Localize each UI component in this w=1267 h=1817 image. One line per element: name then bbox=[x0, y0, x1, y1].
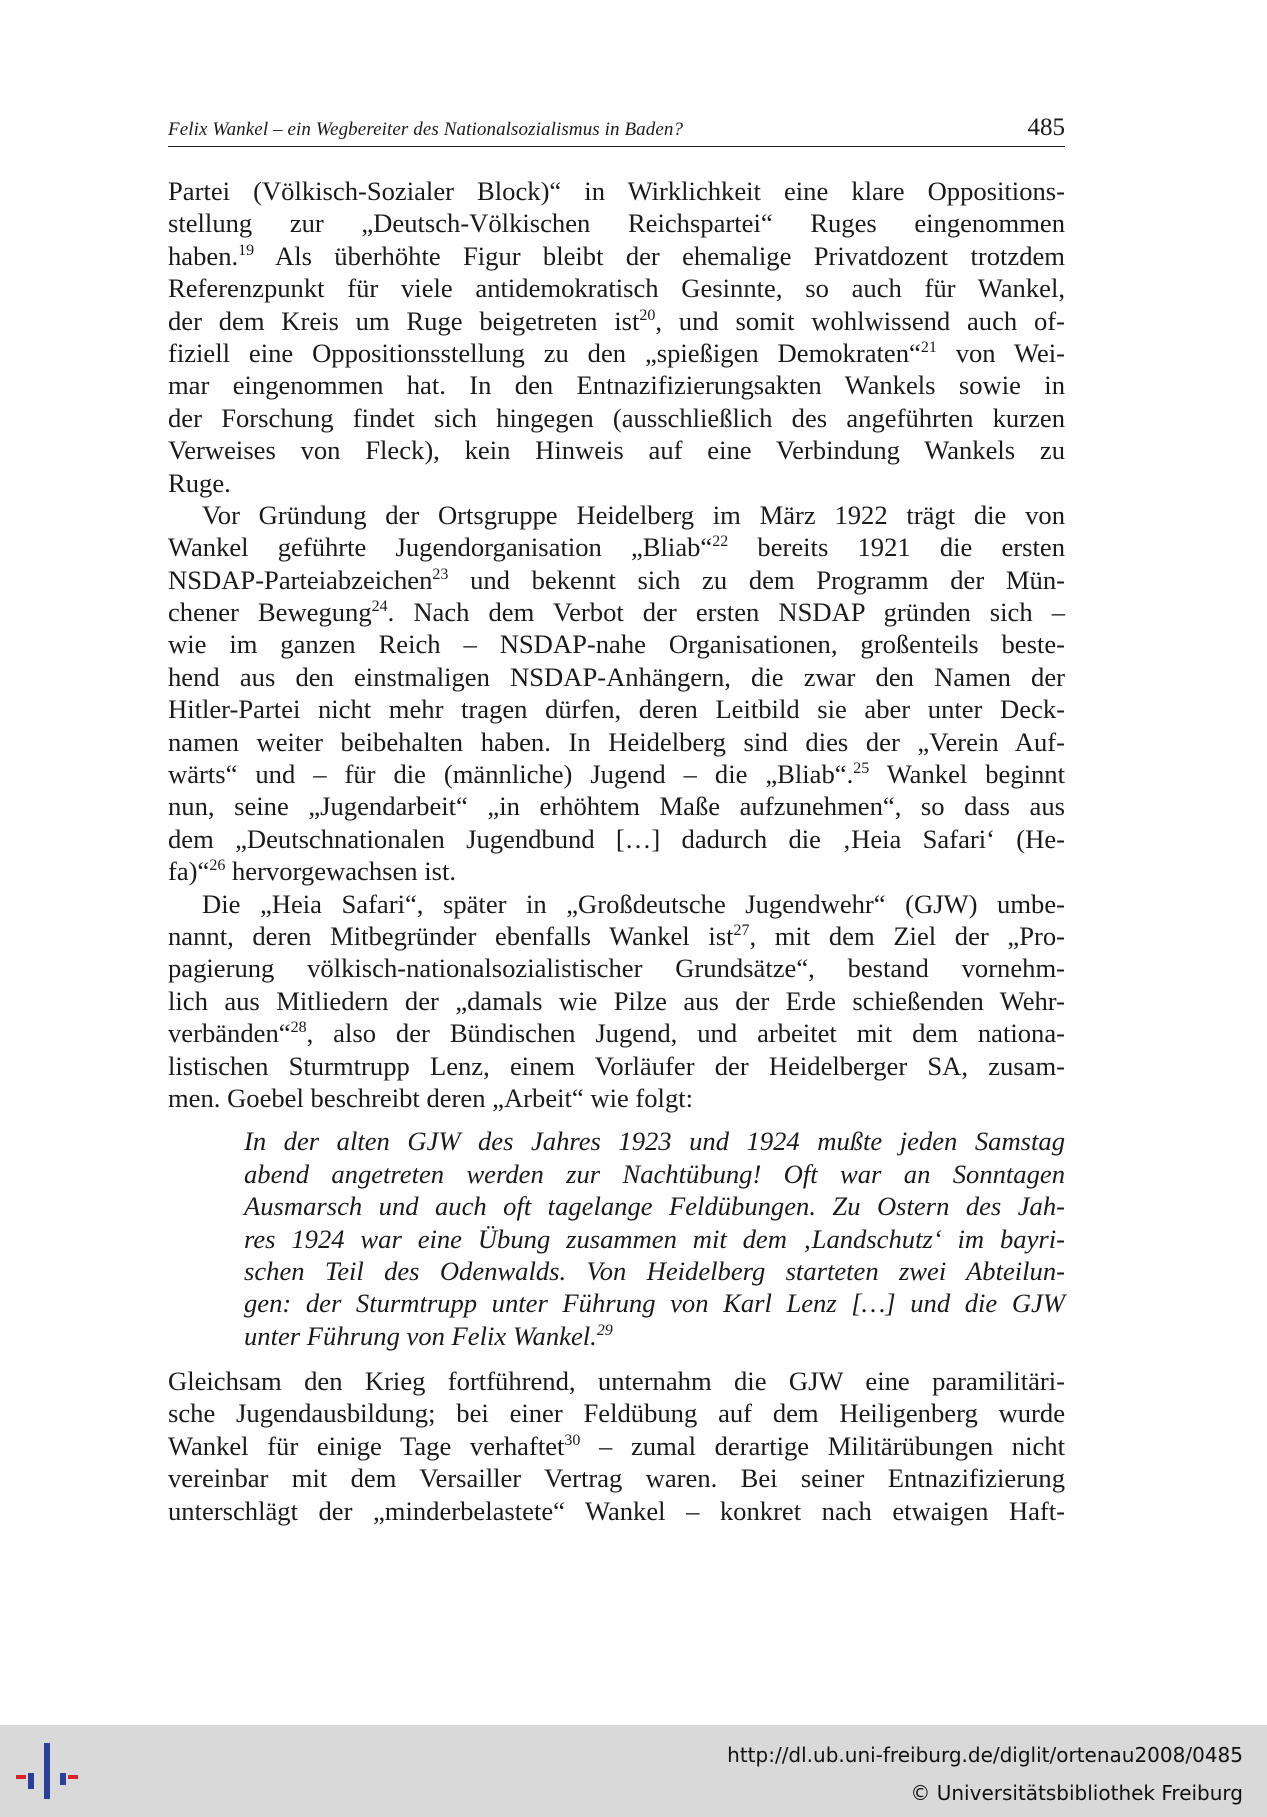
text-segment: Wankel beginnt bbox=[869, 759, 1065, 790]
footnote-marker[interactable]: 21 bbox=[920, 338, 937, 356]
paragraph-4 bbox=[168, 1365, 1065, 1527]
text-segment: fa)“ bbox=[168, 856, 210, 887]
text-segment: hervorgewachsen ist. bbox=[225, 856, 456, 887]
text-segment: und bekennt sich zu dem Programm der Mün- bbox=[448, 564, 1065, 595]
logo-bar-center bbox=[44, 1743, 50, 1799]
text-segment: unter Führung von Felix Wankel. bbox=[244, 1320, 597, 1351]
text-line: men. Goebel beschreibt deren „Arbeit“ wie folgt: bbox=[168, 1082, 694, 1113]
text-line bbox=[244, 1320, 1065, 1352]
text-line: Die „Heia Safari“, später in „Großdeutsche Jugendwehr“ (GJW) umbe- bbox=[202, 888, 1065, 919]
text-line: res 1924 war eine Übung zusammen mit dem ‚Landschutz‘ im bayri- bbox=[244, 1223, 1065, 1254]
text-line: unterschlägt der „minderbelastete“ Wankel – konkret nach etwaigen Haft- bbox=[168, 1495, 1065, 1526]
text-segment: , also der Bündischen Jugend, und arbeitet mit dem nationa- bbox=[306, 1018, 1065, 1049]
text-line: Gleichsam den Krieg fortführend, unternahm die GJW eine paramilitäri- bbox=[168, 1366, 1065, 1397]
block-quote bbox=[168, 1125, 1065, 1352]
text-line: sche Jugendausbildung; bei einer Feldübung auf dem Heiligenberg wurde bbox=[168, 1398, 1065, 1429]
footnote-marker[interactable]: 28 bbox=[290, 1019, 307, 1037]
text-line: der Forschung findet sich hingegen (ausschließlich des angeführten kurzen bbox=[168, 402, 1065, 433]
text-line: Hitler-Partei nicht mehr tragen dürfen, deren Leitbild sie aber unter Deck- bbox=[168, 694, 1065, 725]
running-title: Felix Wankel – ein Wegbereiter des Nationalsozialismus in Baden? bbox=[168, 119, 684, 140]
page-number: 485 bbox=[1027, 114, 1065, 141]
text-line: gen: der Sturmtrupp unter Führung von Karl Lenz […] und die GJW bbox=[244, 1288, 1065, 1319]
text-line: Ausmarsch und auch oft tagelange Feldübungen. Zu Ostern des Jah- bbox=[244, 1191, 1065, 1222]
text-line: Partei (Völkisch-Sozialer Block)“ in Wirklichkeit eine klare Oppositions- bbox=[168, 176, 1065, 206]
text-line: dem „Deutschnationalen Jugendbund […] dadurch die ‚Heia Safari‘ (He- bbox=[168, 823, 1065, 854]
text-line bbox=[168, 305, 1065, 337]
text-line: vereinbar mit dem Versailler Vertrag waren. Bei seiner Entnazifizierung bbox=[168, 1463, 1065, 1494]
text-line bbox=[168, 240, 1065, 272]
text-line: Referenzpunkt für viele antidemokratisch Gesinnte, so auch für Wankel, bbox=[168, 273, 1065, 304]
text-line: wie im ganzen Reich – NSDAP-nahe Organisationen, großenteils beste- bbox=[168, 629, 1065, 660]
text-line: nun, seine „Jugendarbeit“ „in erhöhtem Maße aufzunehmen“, so dass aus bbox=[168, 791, 1065, 822]
logo-dash-left bbox=[16, 1775, 26, 1779]
body-text bbox=[168, 175, 1065, 1527]
text-line bbox=[168, 855, 1065, 887]
text-segment: – zumal derartige Militärübungen nicht bbox=[580, 1430, 1065, 1461]
text-line bbox=[168, 1017, 1065, 1049]
university-library-logo bbox=[16, 1739, 80, 1803]
text-segment: . Nach dem Verbot der ersten NSDAP gründen sich – bbox=[387, 597, 1065, 628]
source-url-link[interactable]: http://dl.ub.uni-freiburg.de/diglit/ortenau2008/0485 bbox=[727, 1743, 1243, 1767]
text-segment: Wankel für einige Tage verhaftet bbox=[168, 1430, 565, 1461]
text-segment: chener Bewegung bbox=[168, 597, 372, 628]
paragraph-3 bbox=[168, 888, 1065, 1115]
text-line: schen Teil des Odenwalds. Von Heidelberg starteten zwei Abteilun- bbox=[244, 1255, 1065, 1286]
text-segment: wärts“ und – für die (männliche) Jugend – die „Bliab“. bbox=[168, 759, 854, 790]
text-segment: fiziell eine Oppositionsstellung zu den „spießigen Demokraten“ bbox=[168, 337, 921, 368]
logo-bar-left bbox=[28, 1773, 34, 1789]
text-segment: Als überhöhte Figur bleibt der ehemalige Privatdozent trotzdem bbox=[254, 240, 1065, 271]
text-segment: nannt, deren Mitbegründer ebenfalls Wankel ist bbox=[168, 920, 734, 951]
logo-bar-right bbox=[60, 1773, 66, 1785]
footnote-marker[interactable]: 29 bbox=[596, 1321, 613, 1339]
text-segment: bereits 1921 die ersten bbox=[728, 532, 1065, 563]
text-line: In der alten GJW des Jahres 1923 und 1924 mußte jeden Samstag bbox=[244, 1126, 1065, 1157]
text-line bbox=[168, 531, 1065, 563]
text-segment: der dem Kreis um Ruge beigetreten ist bbox=[168, 305, 640, 336]
footnote-marker[interactable]: 26 bbox=[209, 857, 226, 875]
text-line: namen weiter beibehalten haben. In Heidelberg sind dies der „Verein Auf- bbox=[168, 726, 1065, 757]
text-line bbox=[168, 1430, 1065, 1462]
text-line: mar eingenommen hat. In den Entnazifizierungsakten Wankels sowie in bbox=[168, 370, 1065, 401]
text-line bbox=[168, 337, 1065, 369]
text-line: pagierung völkisch-nationalsozialistischer Grundsätze“, bestand vornehm- bbox=[168, 953, 1065, 984]
text-segment: von Wei- bbox=[936, 337, 1065, 368]
logo-dash-right bbox=[68, 1775, 78, 1779]
text-segment: Wankel geführte Jugendorganisation „Bliab“ bbox=[168, 532, 713, 563]
text-segment: NSDAP-Parteiabzeichen bbox=[168, 564, 433, 595]
text-line: Vor Gründung der Ortsgruppe Heidelberg im März 1922 trägt die von bbox=[202, 499, 1065, 530]
text-segment: , mit dem Ziel der „Pro- bbox=[749, 920, 1065, 951]
footer-bar bbox=[0, 1725, 1267, 1817]
copyright-notice: © Universitätsbibliothek Freiburg bbox=[910, 1781, 1243, 1805]
text-segment: haben. bbox=[168, 240, 239, 271]
paragraph-1 bbox=[168, 175, 1065, 499]
text-line bbox=[168, 758, 1065, 790]
text-line: listischen Sturmtrupp Lenz, einem Vorläufer der Heidelberger SA, zusam- bbox=[168, 1050, 1065, 1081]
text-line bbox=[168, 920, 1065, 952]
footnote-marker[interactable]: 23 bbox=[432, 565, 449, 583]
footnote-marker[interactable]: 25 bbox=[853, 760, 870, 778]
text-segment: verbänden“ bbox=[168, 1018, 291, 1049]
text-line: Verweises von Fleck), kein Hinweis auf eine Verbindung Wankels zu bbox=[168, 435, 1065, 466]
text-line: Ruge. bbox=[168, 467, 231, 498]
text-line: abend angetreten werden zur Nachtübung! Oft war an Sonntagen bbox=[244, 1158, 1065, 1189]
footnote-marker[interactable]: 19 bbox=[238, 241, 255, 259]
text-line: hend aus den einstmaligen NSDAP-Anhängern, die zwar den Namen der bbox=[168, 661, 1065, 692]
text-line: stellung zur „Deutsch-Völkischen Reichspartei“ Ruges eingenommen bbox=[168, 208, 1065, 239]
footnote-marker[interactable]: 30 bbox=[564, 1431, 581, 1449]
text-line: lich aus Mitliedern der „damals wie Pilze aus der Erde schießenden Wehr- bbox=[168, 985, 1065, 1016]
text-line bbox=[168, 564, 1065, 596]
running-head bbox=[168, 108, 1065, 147]
text-line bbox=[168, 596, 1065, 628]
footnote-marker[interactable]: 20 bbox=[639, 306, 656, 324]
footnote-marker[interactable]: 24 bbox=[371, 598, 388, 616]
paragraph-2 bbox=[168, 499, 1065, 888]
footnote-marker[interactable]: 27 bbox=[733, 921, 750, 939]
footnote-marker[interactable]: 22 bbox=[712, 533, 729, 551]
text-segment: , und somit wohlwissend auch of- bbox=[655, 305, 1065, 336]
